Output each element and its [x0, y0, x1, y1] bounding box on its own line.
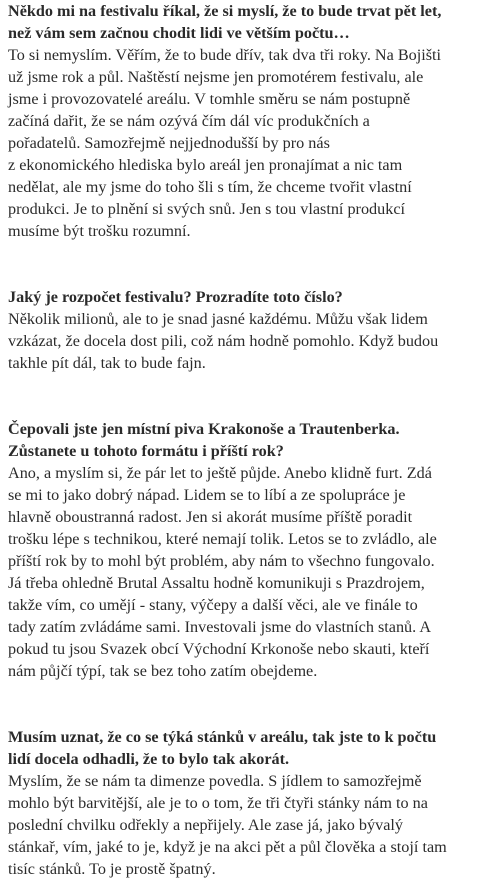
answer-line: mohlo být barvitější, ale je to o tom, že tři čtyři stánky nám to na [8, 794, 428, 812]
question-1 [8, 0, 486, 44]
answer-4 [8, 770, 486, 880]
answer-1 [8, 44, 486, 242]
section-spacer [8, 374, 486, 418]
answer-line: hlavně oboustranná radost. Jen si akorát musíme příště poradit [8, 508, 413, 526]
qa-section-2 [8, 286, 486, 374]
question-line: než vám sem začnou chodit lidi ve větším počtu… [8, 24, 350, 42]
question-line: lidí docela odhadli, že to bylo tak akorát. [8, 750, 290, 768]
answer-line: Já třeba ohledně Brutal Assaltu hodně komunikuji s Prazdrojem, [8, 574, 425, 592]
answer-line: jsme i provozovatelé areálu. V tomhle směru se nám postupně [8, 90, 411, 108]
answer-line: Ano, a myslím si, že pár let to ještě půjde. Anebo klidně furt. Zdá [8, 464, 432, 482]
answer-line: příští rok by to mohl být problém, aby nám to všechno fungovalo. [8, 552, 435, 570]
qa-section-3 [8, 418, 486, 682]
answer-line: Několik milionů, ale to je snad jasné každému. Můžu však lidem [8, 310, 428, 328]
question-line: Jaký je rozpočet festivalu? Prozradíte toto číslo? [8, 288, 343, 306]
answer-2 [8, 308, 486, 374]
question-line: Musím uznat, že co se týká stánků v areálu, tak jste to k počtu [8, 728, 437, 746]
answer-line: To si nemyslím. Věřím, že to bude dřív, tak dva tři roky. Na Bojišti [8, 46, 442, 64]
answer-line: začíná dařit, že se nám ozývá čím dál víc produkčních a [8, 112, 370, 130]
answer-line: nám půjčí týpí, tak se bez toho zatím obejdeme. [8, 662, 318, 680]
answer-line: takže vím, co umějí - stany, výčepy a další věci, ale ve finále to [8, 596, 418, 614]
answer-3 [8, 462, 486, 682]
section-spacer [8, 682, 486, 726]
section-spacer [8, 242, 486, 286]
answer-line: stánkař, vím, jaké to je, když je na akci pět a půl člověka a stojí tam [8, 838, 447, 856]
answer-line: vzkázat, že docela dost pili, což nám hodně pomohlo. Když budou [8, 332, 439, 350]
question-4 [8, 726, 486, 770]
answer-line: poslední chvilku odřekly a nepřijely. Ale zase já, jako bývalý [8, 816, 403, 834]
answer-line: trošku lépe s technikou, které nemají tolik. Letos se to zvládlo, ale [8, 530, 437, 548]
question-2 [8, 286, 486, 308]
answer-line: Myslím, že se nám ta dimenze povedla. S jídlem to samozřejmě [8, 772, 422, 790]
answer-line: tady zatím zvládáme sami. Investovali jsme do vlastních stanů. A [8, 618, 432, 636]
answer-line: musíme být trošku rozumní. [8, 222, 191, 240]
answer-line: pořadatelů. Samozřejmě nejjednodušší by pro nás [8, 134, 330, 152]
answer-line: už jsme rok a půl. Naštěstí nejsme jen promotérem festivalu, ale [8, 68, 424, 86]
question-line: Někdo mi na festivalu říkal, že si myslí, že to bude trvat pět let, [8, 2, 442, 20]
answer-line: produkci. Je to plnění si svých snů. Jen s tou vlastní produkcí [8, 200, 406, 218]
answer-line: takhle pít dál, tak to bude fajn. [8, 354, 206, 372]
question-line: Čepovali jste jen místní piva Krakonoše a Trautenberka. [8, 420, 400, 438]
question-3 [8, 418, 486, 462]
qa-section-4 [8, 726, 486, 880]
answer-line: pokud tu jsou Svazek obcí Východní Krkonoše nebo skauti, kteří [8, 640, 430, 658]
answer-line: se mi to jako dobrý nápad. Lidem se to líbí a ze spolupráce je [8, 486, 406, 504]
qa-section-1 [8, 0, 486, 242]
question-line: Zůstanete u tohoto formátu i příští rok? [8, 442, 284, 460]
answer-line: nedělat, ale my jsme do toho šli s tím, že chceme tvořit vlastní [8, 178, 412, 196]
answer-line: z ekonomického hlediska bylo areál jen pronajímat a nic tam [8, 156, 403, 174]
answer-line: tisíc stánků. To je prostě špatný. [8, 860, 216, 878]
